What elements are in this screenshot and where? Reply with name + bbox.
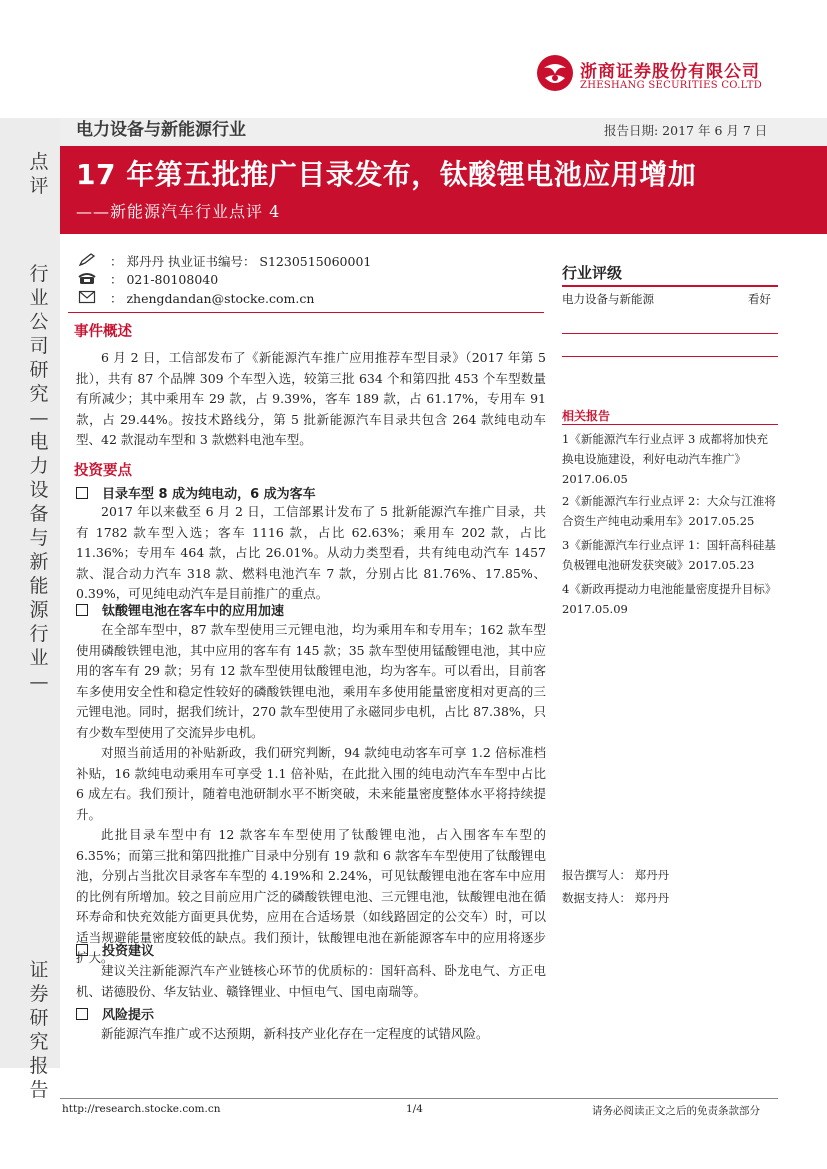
sub1-title: 目录车型 8 成为纯电动，6 成为客车 xyxy=(102,487,316,502)
sidebar-report-kind: 证券研究报告 xyxy=(29,959,49,1101)
industry-name: 电力设备与新能源行业 xyxy=(76,120,246,140)
sidebar-category: 行业公司研究—电力设备与新能源行业— xyxy=(29,263,49,693)
rating-title: 行业评级 xyxy=(562,264,623,282)
bullet-box-icon xyxy=(76,487,88,499)
bullet-box-icon xyxy=(76,1008,88,1020)
event-text: 6 月 2 日，工信部发布了《新能源汽车推广应用推荐车型目录》（2017 年第 5 批），共有 87 个品牌 309 个车型入选，较第三批 634 个和第四批 453 个车型数量有所减少；其中乘用车 29 款，占 9.39%，客车 189 款，占 61.17%，专用车 91 款，占 29.44%。按技术路线分，第 5 批新能源汽车目录共包含 264 款纯电动车型、42 款混动车型和 3 款燃料电池车型。 xyxy=(76,350,546,447)
sub3-heading xyxy=(76,940,154,959)
related-title: 相关报告 xyxy=(562,409,611,423)
bullet-box-icon xyxy=(76,944,88,956)
pen-icon xyxy=(78,253,96,267)
company-name-en: ZHESHANG SECURITIES CO.LTD xyxy=(580,80,763,91)
rating-rule xyxy=(562,333,778,334)
event-heading: 事件概述 xyxy=(74,324,132,340)
rating-rule xyxy=(562,356,778,357)
email-link[interactable]: ： zhengdandan@stocke.com.cn xyxy=(110,291,315,306)
invest-heading: 投资要点 xyxy=(74,463,132,479)
sub1-heading xyxy=(76,483,316,502)
company-logo-icon xyxy=(536,54,574,92)
sidebar-type: 点评 xyxy=(29,151,49,197)
phone-icon xyxy=(78,271,96,285)
sub4-paragraph xyxy=(76,1024,546,1045)
divider xyxy=(68,312,544,313)
sub3-text: 建议关注新能源汽车产业链核心环节的优质标的：国轩高科、卧龙电气、方正电机、诺德股份、华友钴业、赣锋锂业、中恒电气、国电南瑞等。 xyxy=(76,963,546,999)
sub2-text-1: 在全部车型中，87 款车型使用三元锂电池，均为乘用车和专用车；162 款车型使用磷酸铁锂电池，其中应用的客车有 145 款；35 款车型使用锰酸锂电池，其中应用的客车有 29 款；另有 12 款车型使用钛酸锂电池，均为客车。可以看出，目前客车多使用安全性和稳定性较好的磷酸铁锂电池，乘用车多使用能量密度相对更高的三元锂电池。同时，据我们统计，270 款车型使用了永磁同步电机，占比 87.38%，只有少数车型使用了交流异步电机。 xyxy=(76,622,546,740)
event-paragraph xyxy=(76,348,546,451)
sub4-heading xyxy=(76,1004,154,1023)
page-number: 1/4 xyxy=(406,1103,423,1115)
related-divider xyxy=(562,424,778,425)
sub2-text-3: 此批目录车型中有 12 款客车车型使用了钛酸锂电池，占入围客车车型的 6.35%；而第三批和第四批推广目录中分别有 19 款和 6 款客车车型使用了钛酸锂电池，分别占当批次目录客车车型的 4.19%和 2.24%，可见钛酸锂电池在客车中应用的比例有所增加。较之目前应用广泛的磷酸铁锂电池、三元锂电池，钛酸锂电池在循环寿命和快充效能方面更具优势，应用在合适场景（如线路固定的公交车）时，可以适当规避能量密度较低的缺点。我们预计，钛酸锂电池在新能源客车中的应用将逐步扩大。 xyxy=(76,827,546,965)
footer-url[interactable]: http://research.stocke.com.cn xyxy=(62,1103,221,1115)
data-support: 数据支持人： 郑丹丹 xyxy=(562,891,670,905)
author-line: ： 郑丹丹 执业证书编号： S1230515060001 xyxy=(110,254,372,269)
sub1-text: 2017 年以来截至 6 月 2 日，工信部累计发布了 5 批新能源汽车推广目录，共有 1782 款车型入选；客车 1116 款，占比 62.63%；乘用车 202 款，占比 11.36%；专用车 464 款，占比 26.01%。从动力类型看，共有纯电动汽车 1457 款、混合动力汽车 318 款、燃料电池汽车 7 款，分别占比 81.76%、17.85%、0.39%，可见纯电动汽车是目前推广的重点。 xyxy=(76,504,546,601)
report-title: 17 年第五批推广目录发布，钛酸锂电池应用增加 xyxy=(76,158,697,191)
report-date: 报告日期: 2017 年 6 月 7 日 xyxy=(604,123,768,138)
sub4-title: 风险提示 xyxy=(102,1008,155,1023)
sub4-text: 新能源汽车推广或不达预期，新科技产业化存在一定程度的试错风险。 xyxy=(101,1026,489,1041)
report-writer: 报告撰写人： 郑丹丹 xyxy=(562,868,670,882)
related-item[interactable]: 2《新能源汽车行业点评 2：大众与江淮将合资生产纯电动乘用车》2017.05.25 xyxy=(562,494,776,528)
related-item[interactable]: 1《新能源汽车行业点评 3 成都将加快充换电设施建设，利好电动汽车推广》2017.06.05 xyxy=(562,432,768,486)
company-name-cn: 浙商证券股份有限公司 xyxy=(580,62,760,82)
sub2-text-2: 对照当前适用的补贴新政，我们研究判断，94 款纯电动客车可享 1.2 倍标准档补贴，16 款纯电动乘用车可享受 1.1 倍补贴，在此批入围的纯电动汽车车型中占比 6 成左右。我们预计，随着电池研制水平不断突破，未来能量密度整体水平将持续提升。 xyxy=(76,745,546,822)
related-item[interactable]: 4《新政再提动力电池能量密度提升目标》2017.05.09 xyxy=(562,582,777,616)
footer-divider xyxy=(60,1098,778,1099)
sub3-title: 投资建议 xyxy=(102,944,155,959)
mail-icon xyxy=(78,290,96,304)
rating-divider xyxy=(562,285,778,287)
sub1-paragraph xyxy=(76,502,546,605)
related-item[interactable]: 3《新能源汽车行业点评 1：国轩高科硅基负极锂电池研发获突破》2017.05.23 xyxy=(562,538,776,572)
bullet-box-icon xyxy=(76,604,88,616)
sub2-title: 钛酸锂电池在客车中的应用加速 xyxy=(102,604,285,619)
sub3-paragraph xyxy=(76,961,546,1002)
sub2-heading xyxy=(76,600,284,619)
rating-value: 看好 xyxy=(748,292,771,306)
rating-label: 电力设备与新能源 xyxy=(562,292,654,306)
sub2-paragraph xyxy=(76,620,546,969)
phone-number: ： 021-80108040 xyxy=(110,272,219,287)
footer-disclaimer: 请务必阅读正文之后的免责条款部分 xyxy=(592,1105,760,1117)
report-subtitle: ——新能源汽车行业点评 4 xyxy=(76,202,281,221)
